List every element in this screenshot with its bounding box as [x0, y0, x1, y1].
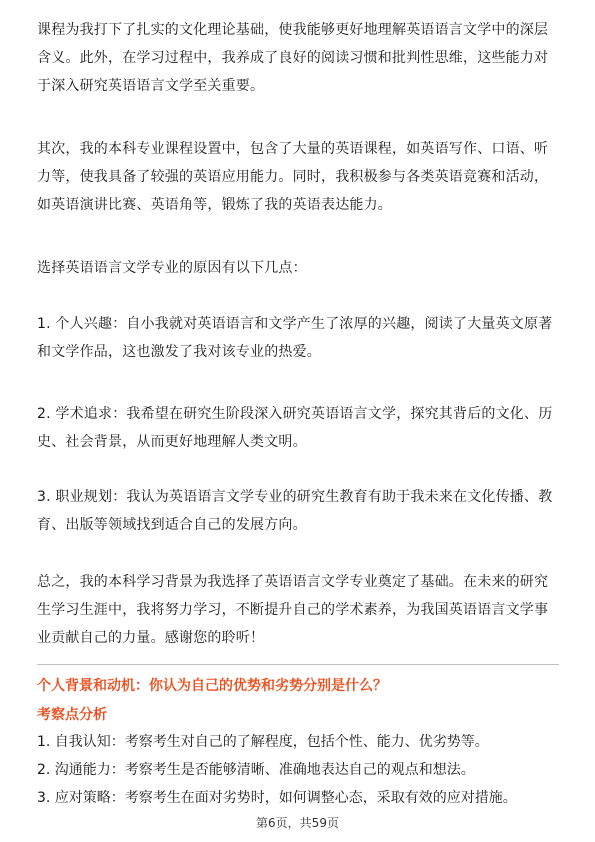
paragraph-reasons-intro: 选择英语语言文学专业的原因有以下几点：: [37, 260, 307, 276]
paragraph-conclusion: 总之，我的本科学习背景为我选择了英语语言文学专业奠定了基础。在未来的研究生学习生涯中，我将努力学习，不断提升自己的学术素养，为我国英语语言文学事业贡献自己的力量。感谢您的聆听！: [37, 574, 549, 646]
paragraph-courses: 其次，我的本科专业课程设置中，包含了大量的英语课程，如英语写作、口语、听力等，使我具备了较强的英语应用能力。同时，我积极参与各类英语竞赛和活动，如英语演讲比赛、英语角等，锻炼了我的英语表达能力。: [37, 141, 549, 213]
page-number: 第6页，共59页: [256, 816, 339, 830]
analysis-list: [37, 728, 517, 812]
analysis-title: 考察点分析: [37, 707, 107, 723]
paragraph-foundation: 课程为我打下了扎实的文化理论基础，使我能够更好地理解英语语言文学中的深层含义。此外，在学习过程中，我养成了良好的阅读习惯和批判性思维，这些能力对于深入研究英语语言文学至关重要。: [37, 22, 549, 94]
list-item: 1. 自我认知：考察考生对自己的了解程度，包括个性、能力、优劣势等。: [37, 734, 489, 750]
interview-question: 个人背景和动机：你认为自己的优势和劣势分别是什么？: [37, 678, 387, 694]
paragraph-reason-academic: 2. 学术追求：我希望在研究生阶段深入研究英语语言文学，探究其背后的文化、历史、社会背景，从而更好地理解人类文明。: [37, 406, 553, 450]
paragraph-reason-interest: 1. 个人兴趣：自小我就对英语语言和文学产生了浓厚的兴趣，阅读了大量英文原著和文学作品，这也激发了我对该专业的热爱。: [37, 316, 553, 360]
section-divider: [37, 664, 559, 665]
list-item: 2. 沟通能力：考察考生是否能够清晰、准确地表达自己的观点和想法。: [37, 762, 475, 778]
paragraph-reason-career: 3. 职业规划：我认为英语语言文学专业的研究生教育有助于我未来在文化传播、教育、出版等领域找到适合自己的发展方向。: [37, 489, 553, 533]
list-item: 3. 应对策略：考察考生在面对劣势时，如何调整心态，采取有效的应对措施。: [37, 790, 517, 806]
